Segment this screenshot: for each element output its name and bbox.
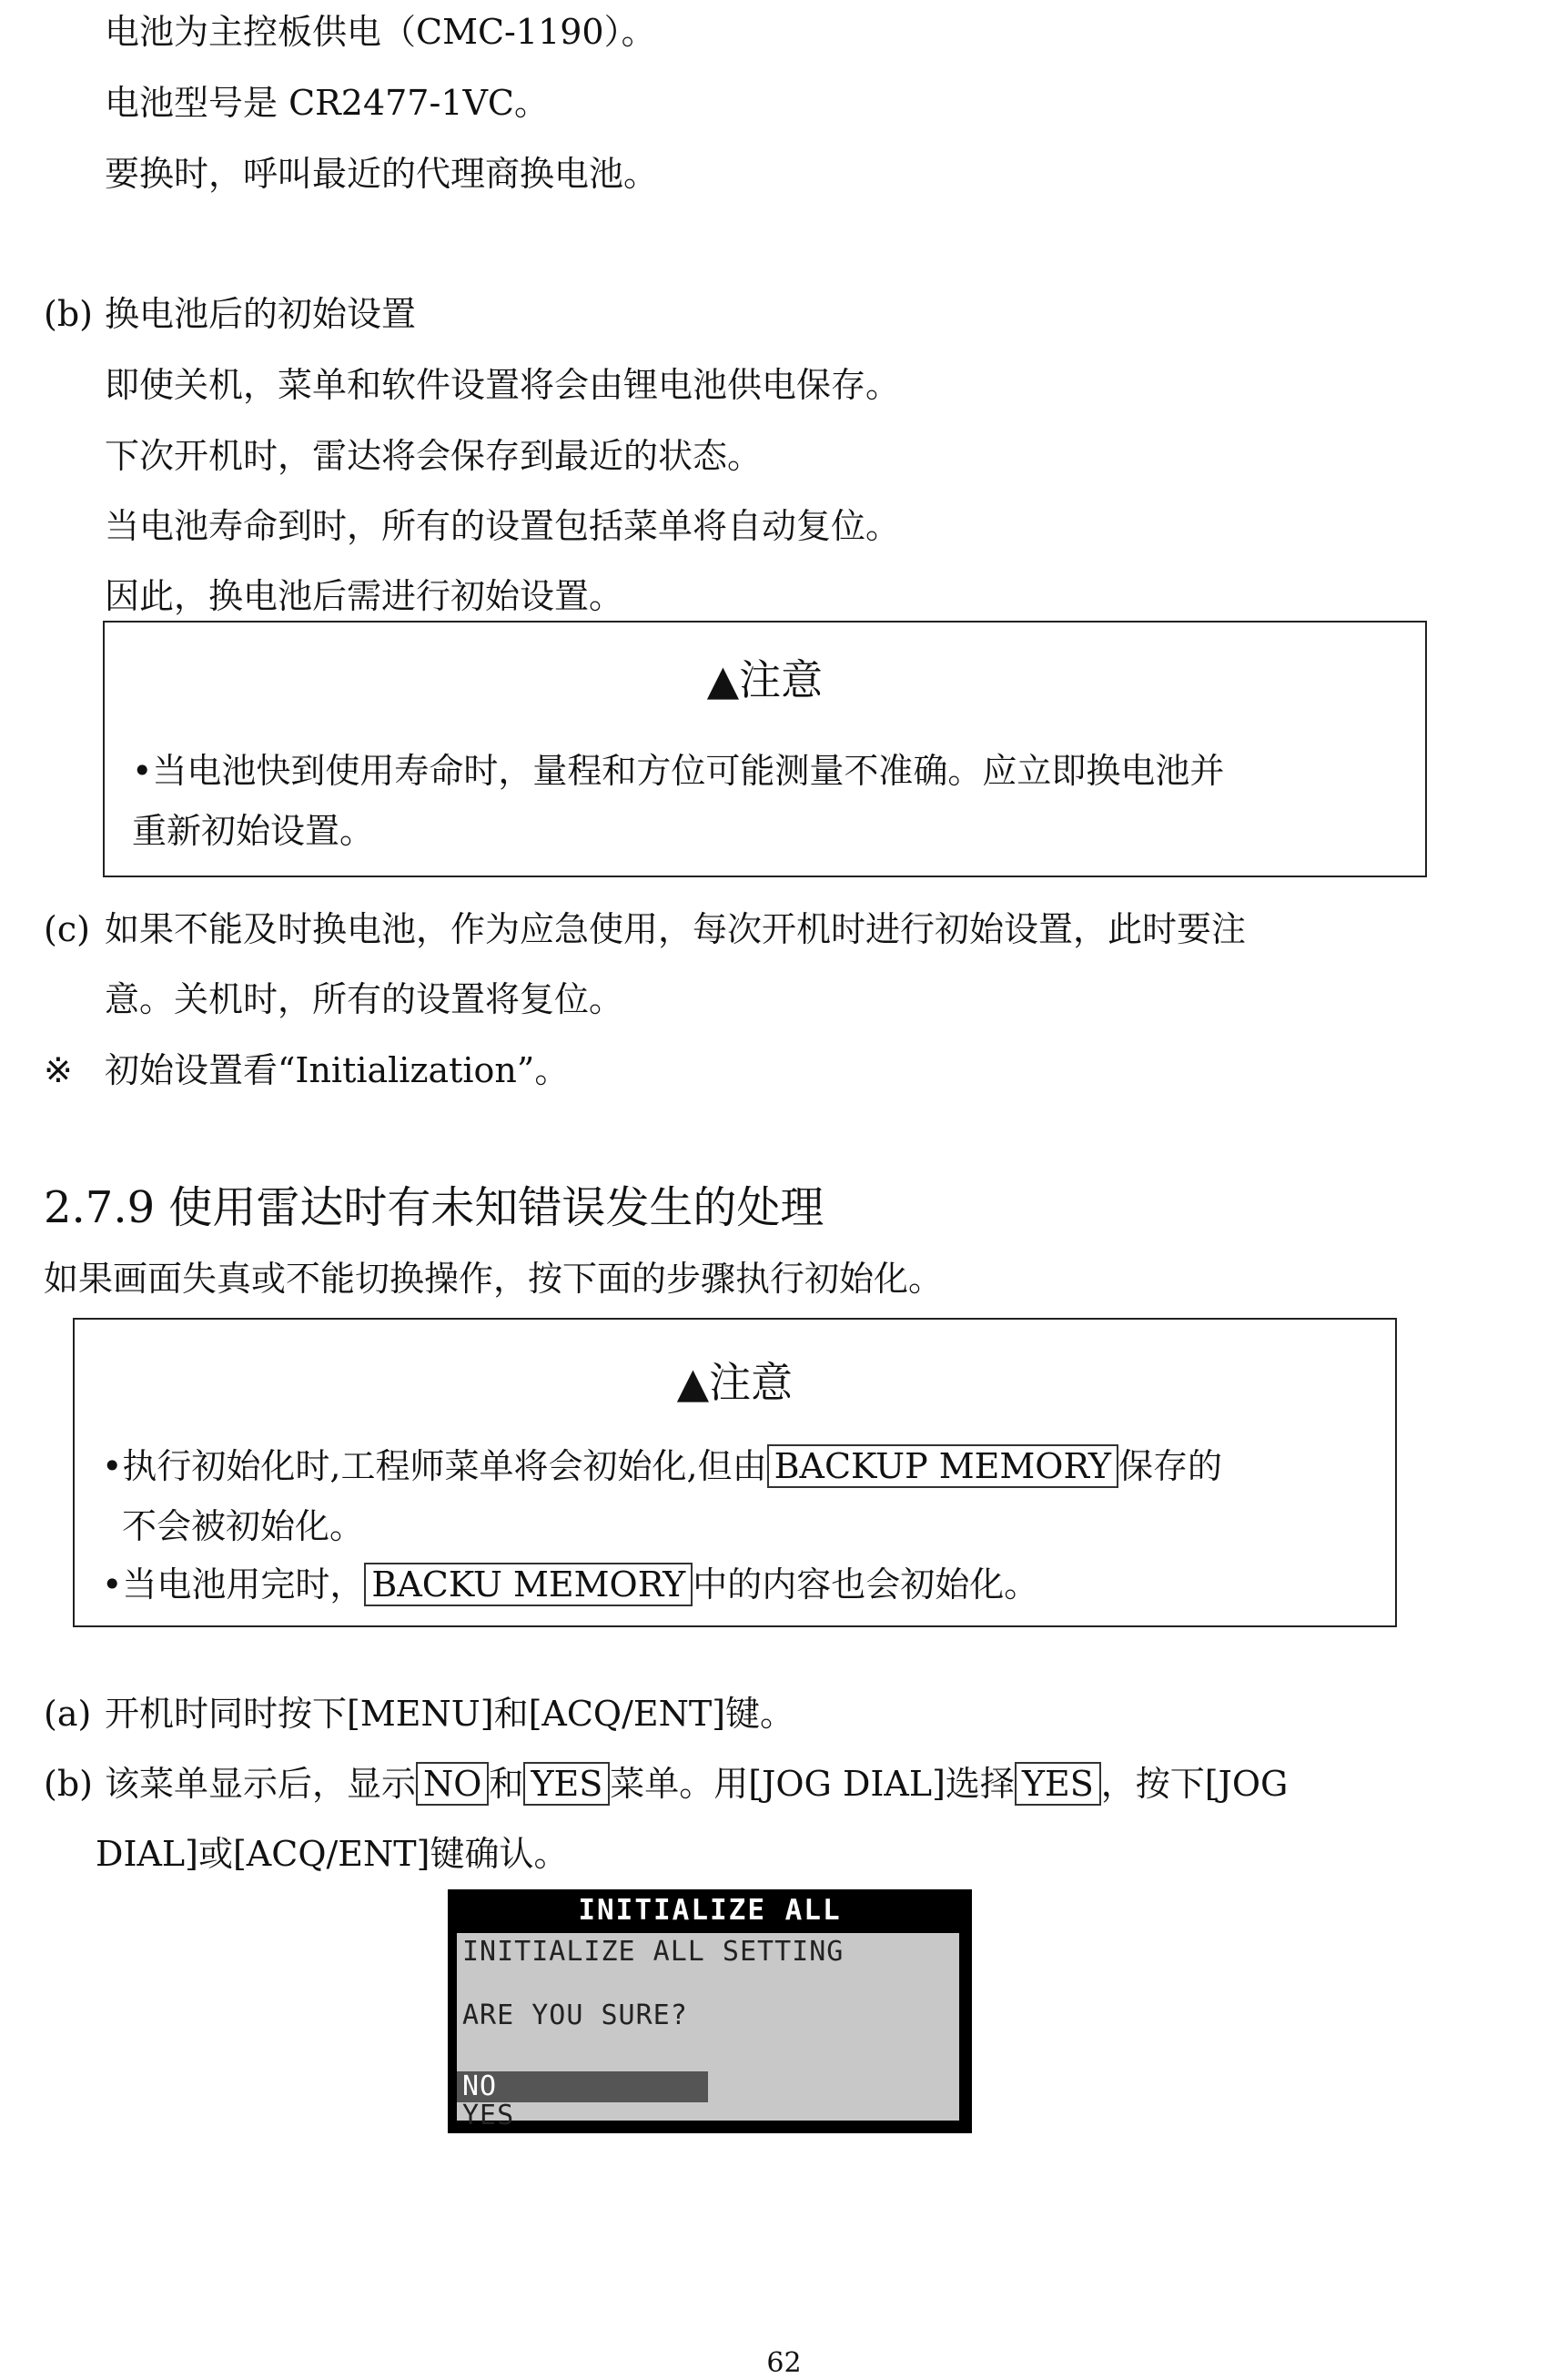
section-c-line-2: 意。关机时，所有的设置将复位。 [105, 979, 624, 1019]
section-b-title: 换电池后的初始设置 [105, 294, 417, 334]
section-intro: 如果画面失真或不能切换操作，按下面的步骤执行初始化。 [44, 1259, 944, 1299]
caution-2-line-3-pre: •当电池用完时， [102, 1564, 365, 1605]
caution-2-line-2: 不会被初始化。 [122, 1506, 365, 1546]
option-yes[interactable]: YES [462, 2100, 515, 2131]
section-b-label: (b) [44, 294, 93, 334]
intro-line-3: 要换时，呼叫最近的代理商换电池。 [105, 154, 659, 194]
section-b-line-3: 当电池寿命到时，所有的设置包括菜单将自动复位。 [105, 506, 901, 546]
caution-box-2 [73, 1318, 1397, 1627]
caution-2-line-3 [102, 1564, 1038, 1605]
section-c-label: (c) [44, 909, 90, 949]
step-b-label: (b) [44, 1764, 93, 1804]
caution-2-line-1 [102, 1445, 1222, 1487]
note-mark: ※ [44, 1050, 73, 1090]
step-b-line-1 [105, 1763, 1288, 1805]
backu-memory-key: BACKU MEMORY [364, 1563, 693, 1606]
section-c-line-1: 如果不能及时换电池，作为应急使用，每次开机时进行初始设置，此时要注 [105, 909, 1247, 949]
section-heading: 2.7.9 使用雷达时有未知错误发生的处理 [44, 1182, 824, 1233]
screen-body [457, 1933, 959, 2131]
intro-line-1: 电池为主控板供电（CMC-1190）。 [105, 12, 656, 52]
screen-title: INITIALIZE ALL [578, 1894, 842, 1927]
step-b-mid-2: 菜单。用[JOG DIAL]选择 [610, 1764, 1015, 1804]
option-no[interactable]: NO [462, 2070, 498, 2102]
intro-line-2: 电池型号是 CR2477-1VC。 [105, 83, 550, 123]
note-text: 初始设置看“Initialization”。 [105, 1050, 570, 1090]
step-b-mid-1: 和 [489, 1764, 524, 1804]
caution-1-title: ▲注意 [706, 655, 824, 704]
backup-memory-key: BACKUP MEMORY [767, 1444, 1118, 1488]
step-a-label: (a) [44, 1694, 92, 1734]
caution-2-title: ▲注意 [676, 1358, 794, 1407]
step-a-text: 开机时同时按下[MENU]和[ACQ/ENT]键。 [105, 1694, 795, 1734]
yes-key: YES [523, 1762, 610, 1806]
caution-box-1 [103, 621, 1427, 877]
screen-line-1: INITIALIZE ALL SETTING [462, 1936, 845, 1968]
section-b-line-1: 即使关机，菜单和软件设置将会由锂电池供电保存。 [105, 365, 901, 405]
caution-1-line-2: 重新初始设置。 [132, 811, 375, 851]
initialize-screen [448, 1889, 972, 2133]
section-b-line-2: 下次开机时，雷达将会保存到最近的状态。 [105, 436, 763, 476]
caution-2-line-1-post: 保存的 [1118, 1446, 1222, 1486]
step-b-line-2: DIAL]或[ACQ/ENT]键确认。 [96, 1834, 569, 1874]
screen-line-2: ARE YOU SURE? [462, 1999, 688, 2031]
caution-2-line-3-post: 中的内容也会初始化。 [693, 1564, 1039, 1605]
page-number: 62 [766, 2347, 802, 2379]
section-b-line-4: 因此，换电池后需进行初始设置。 [105, 576, 624, 616]
yes-key-2: YES [1015, 1762, 1101, 1806]
caution-2-line-1-pre: •执行初始化时,工程师菜单将会初始化,但由 [102, 1446, 767, 1486]
no-key: NO [416, 1762, 489, 1806]
step-b-pre: 该菜单显示后，显示 [105, 1764, 417, 1804]
step-b-post: ，按下[JOG [1100, 1764, 1289, 1804]
caution-1-line-1: •当电池快到使用寿命时，量程和方位可能测量不准确。应立即换电池并 [132, 751, 1225, 791]
